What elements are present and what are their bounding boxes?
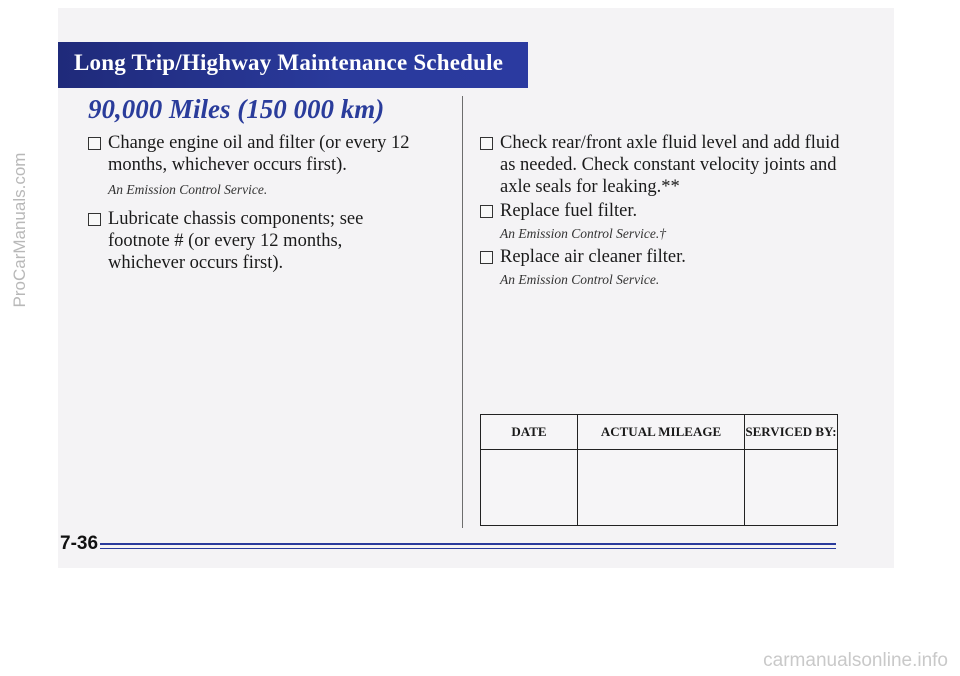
checklist-item (480, 132, 852, 198)
serviced-by-cell[interactable] (745, 450, 838, 526)
item-text: Replace fuel filter. (500, 201, 638, 221)
checklist-item (88, 208, 418, 274)
checkbox-icon[interactable] (480, 205, 493, 218)
item-text: Change engine oil and filter (or every 12 months, whichever occurs first). (108, 133, 410, 175)
section-title: 90,000 Miles (150 000 km) (88, 94, 385, 124)
header-bar (58, 42, 528, 88)
checkbox-icon[interactable] (480, 137, 493, 150)
checkbox-icon[interactable] (88, 213, 101, 226)
checklist-item (480, 200, 852, 222)
checklist-item (480, 246, 852, 268)
manual-page (58, 8, 894, 568)
table-header-mileage: ACTUAL MILEAGE (578, 415, 745, 450)
item-text: Check rear/front axle fluid level and add fluid as needed. Check constant velocity joints and axle seals for leaking.** (500, 133, 840, 197)
checkbox-icon[interactable] (480, 251, 493, 264)
emission-note: An Emission Control Service. (108, 182, 268, 197)
checkbox-icon[interactable] (88, 137, 101, 150)
page-number: 7-36 (60, 533, 99, 554)
checklist-item (88, 132, 448, 176)
footer-rule (100, 543, 836, 545)
service-record-table (480, 414, 838, 526)
emission-note: An Emission Control Service. (500, 272, 660, 287)
footer-watermark: carmanualsonline.info (763, 650, 948, 671)
item-text: Lubricate chassis components; see footnote # (or every 12 months, whichever occurs first). (108, 209, 364, 273)
date-cell[interactable] (481, 450, 578, 526)
table-header-date: DATE (481, 415, 578, 450)
header-title: Long Trip/Highway Maintenance Schedule (74, 50, 504, 75)
table-header-serviced-by: SERVICED BY: (745, 415, 838, 450)
item-text: Replace air cleaner filter. (500, 247, 686, 267)
column-divider (462, 96, 463, 528)
footer-rule-thin (100, 548, 836, 549)
side-watermark: ProCarManuals.com (10, 152, 29, 308)
emission-note: An Emission Control Service.† (500, 226, 666, 241)
mileage-cell[interactable] (578, 450, 745, 526)
